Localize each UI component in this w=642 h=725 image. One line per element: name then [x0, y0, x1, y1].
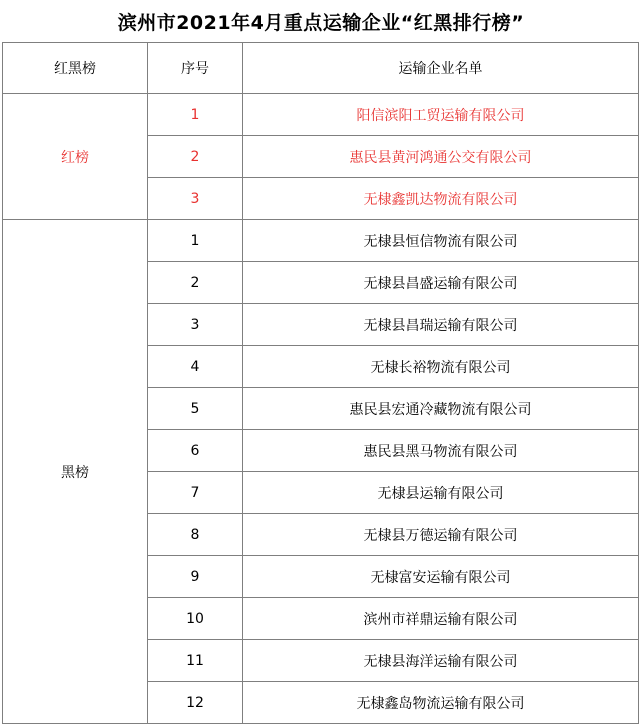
header-row [3, 43, 639, 94]
serial-number-cell: 12 [148, 682, 243, 724]
serial-number-cell: 1 [148, 220, 243, 262]
serial-number-cell: 7 [148, 472, 243, 514]
serial-number-cell: 5 [148, 388, 243, 430]
company-name-cell: 无棣县恒信物流有限公司 [243, 220, 639, 262]
serial-number-cell: 4 [148, 346, 243, 388]
company-name-cell: 无棣富安运输有限公司 [243, 556, 639, 598]
company-name-cell: 无棣县运输有限公司 [243, 472, 639, 514]
ranking-table [2, 42, 639, 724]
company-name-cell: 惠民县宏通冷藏物流有限公司 [243, 388, 639, 430]
header-company-list: 运输企业名单 [243, 43, 639, 94]
company-name-cell: 惠民县黑马物流有限公司 [243, 430, 639, 472]
company-name-cell: 惠民县黄河鸿通公交有限公司 [243, 136, 639, 178]
serial-number-cell: 10 [148, 598, 243, 640]
page-title: 滨州市2021年4月重点运输企业“红黑排行榜” [117, 11, 525, 34]
company-name-cell: 无棣鑫岛物流运输有限公司 [243, 682, 639, 724]
serial-number-cell: 2 [148, 136, 243, 178]
company-name-cell: 无棣县海洋运输有限公司 [243, 640, 639, 682]
serial-number-cell: 6 [148, 430, 243, 472]
black-list-row [3, 220, 639, 262]
red-list-row [3, 94, 639, 136]
company-name-cell: 阳信滨阳工贸运输有限公司 [243, 94, 639, 136]
company-name-cell: 滨州市祥鼎运输有限公司 [243, 598, 639, 640]
serial-number-cell: 3 [148, 304, 243, 346]
serial-number-cell: 2 [148, 262, 243, 304]
company-name-cell: 无棣县昌瑞运输有限公司 [243, 304, 639, 346]
serial-number-cell: 1 [148, 94, 243, 136]
company-name-cell: 无棣长裕物流有限公司 [243, 346, 639, 388]
serial-number-cell: 3 [148, 178, 243, 220]
red-list-label: 红榜 [3, 94, 148, 220]
company-name-cell: 无棣县昌盛运输有限公司 [243, 262, 639, 304]
serial-number-cell: 11 [148, 640, 243, 682]
serial-number-cell: 9 [148, 556, 243, 598]
company-name-cell: 无棣县万德运输有限公司 [243, 514, 639, 556]
header-serial-number: 序号 [148, 43, 243, 94]
serial-number-cell: 8 [148, 514, 243, 556]
black-list-label: 黑榜 [3, 220, 148, 724]
company-name-cell: 无棣鑫凯达物流有限公司 [243, 178, 639, 220]
header-list-type: 红黑榜 [3, 43, 148, 94]
